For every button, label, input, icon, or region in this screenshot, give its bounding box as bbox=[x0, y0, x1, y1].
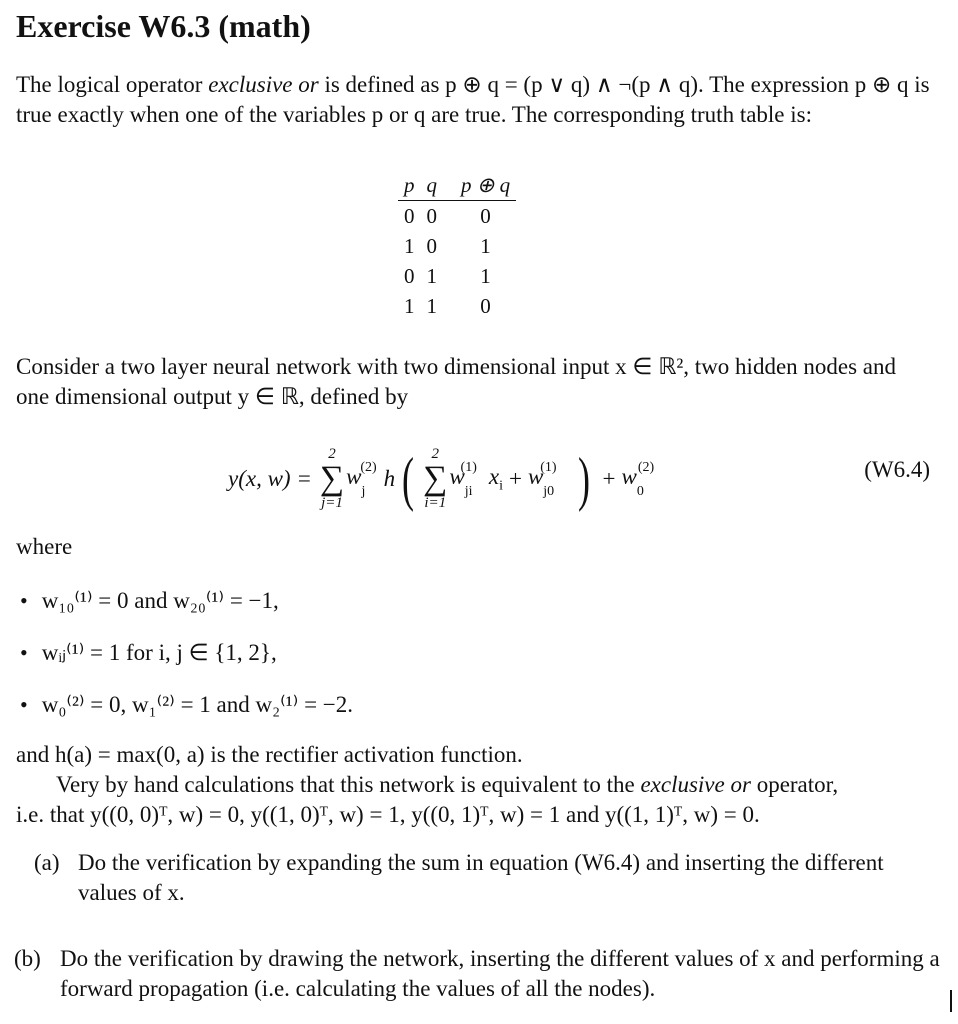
parameter-list bbox=[20, 575, 353, 731]
question-b-text: Do the verification by drawing the network, inserting the different values of x and performing a forward propagation (i.e. calculating the values of all the nodes). bbox=[60, 946, 940, 1001]
term-w2-0: $w_0^{(2)}$ bbox=[621, 460, 655, 500]
intro-emphasis: exclusive or bbox=[208, 72, 319, 97]
plus-sign: + bbox=[602, 466, 616, 491]
verify-text-end: operator, bbox=[750, 772, 839, 797]
text-cursor bbox=[950, 990, 952, 1012]
question-a-text: Do the verification by expanding the sum in equation (W6.4) and inserting the different values of x. bbox=[78, 850, 884, 905]
table-cell: 0 bbox=[480, 203, 491, 228]
table-cell: 0 bbox=[404, 263, 415, 288]
sigma-symbol: ∑ bbox=[319, 460, 345, 497]
sigma-symbol: ∑ bbox=[423, 460, 448, 497]
table-cell: 0 bbox=[426, 203, 437, 228]
truth-table-header bbox=[398, 170, 516, 201]
sum-lower-limit-j: j=1 bbox=[321, 495, 343, 511]
verify-conditions: i.e. that y((0, 0)ᵀ, w) = 0, y((1, 0)ᵀ, w) = 1, y((0, 1)ᵀ, w) = 1 and y((1, 1)ᵀ, w) = 0. bbox=[16, 802, 760, 827]
table-cell: 1 bbox=[480, 233, 491, 258]
network-description: Consider a two layer neural network with two dimensional input x ∈ ℝ², two hidden nodes and one dimensional output y ∈ ℝ, defined by bbox=[16, 354, 897, 409]
activation-h: h bbox=[383, 466, 396, 491]
equation-block bbox=[0, 425, 958, 520]
intro-paragraph bbox=[16, 70, 934, 130]
table-cell: 0 bbox=[426, 233, 437, 258]
list-item: • w₁₀⁽¹⁾ = 0 and w₂₀⁽¹⁾ = −1, bbox=[20, 575, 353, 627]
truth-header-p: p bbox=[398, 170, 421, 201]
term-xi: $x_i$ bbox=[488, 463, 503, 494]
sum-over-i bbox=[423, 447, 447, 511]
table-row bbox=[398, 201, 516, 232]
equation-w6-4 bbox=[228, 447, 660, 511]
table-cell: 1 bbox=[480, 263, 491, 288]
equation-label: (W6.4) bbox=[864, 457, 930, 482]
table-row bbox=[398, 261, 516, 291]
sum-over-j bbox=[320, 447, 344, 511]
verify-paragraph bbox=[56, 770, 936, 800]
truth-table bbox=[398, 170, 516, 321]
table-cell: 1 bbox=[404, 233, 415, 258]
activation-paragraph: and h(a) = max(0, a) is the rectifier activation function. bbox=[16, 742, 523, 767]
list-item: • wᵢⱼ⁽¹⁾ = 1 for i, j ∈ {1, 2}, bbox=[20, 627, 353, 679]
table-row bbox=[398, 231, 516, 261]
left-paren: ( bbox=[402, 446, 415, 512]
table-cell: 1 bbox=[426, 293, 437, 318]
equation-lhs: y(x, w) = bbox=[228, 466, 312, 491]
sum-upper-limit: 2 bbox=[431, 446, 440, 462]
question-b-label: (b) bbox=[14, 946, 41, 971]
sum-lower-limit-i: i=1 bbox=[424, 495, 447, 511]
plus-sign: + bbox=[508, 466, 522, 491]
intro-text-2: is defined as p ⊕ q = (p ∨ q) ∧ ¬(p ∧ q). The expression p ⊕ q is true exactly when one of the variables p or q are true. The corresponding truth table is: bbox=[16, 72, 930, 127]
question-a-label: (a) bbox=[34, 850, 60, 875]
exercise-title: Exercise W6.3 (math) bbox=[16, 8, 311, 44]
question-b bbox=[14, 944, 946, 1004]
table-cell: 0 bbox=[404, 203, 415, 228]
verify-text: Very by hand calculations that this network is equivalent to the bbox=[56, 772, 641, 797]
verify-emphasis: exclusive or bbox=[640, 772, 751, 797]
truth-header-xor: p ⊕ q bbox=[443, 170, 516, 201]
term-w1-ji: $w_{ji}^{(1)}$ bbox=[449, 460, 477, 500]
question-a bbox=[34, 848, 934, 908]
table-cell: 1 bbox=[404, 293, 415, 318]
table-cell: 0 bbox=[480, 293, 491, 318]
sum-upper-limit: 2 bbox=[328, 446, 336, 462]
table-cell: 1 bbox=[426, 263, 437, 288]
right-paren: ) bbox=[577, 446, 590, 512]
table-row bbox=[398, 291, 516, 321]
intro-text-1: The logical operator bbox=[16, 72, 209, 97]
term-w2-j: $w_j^{(2)}$ bbox=[346, 460, 377, 500]
list-item: • w₀⁽²⁾ = 0, w₁⁽²⁾ = 1 and w₂⁽¹⁾ = −2. bbox=[20, 679, 353, 731]
where-label: where bbox=[16, 534, 73, 559]
term-w1-j0: $w_{j0}^{(1)}$ bbox=[527, 460, 557, 500]
truth-header-q: q bbox=[421, 170, 444, 201]
